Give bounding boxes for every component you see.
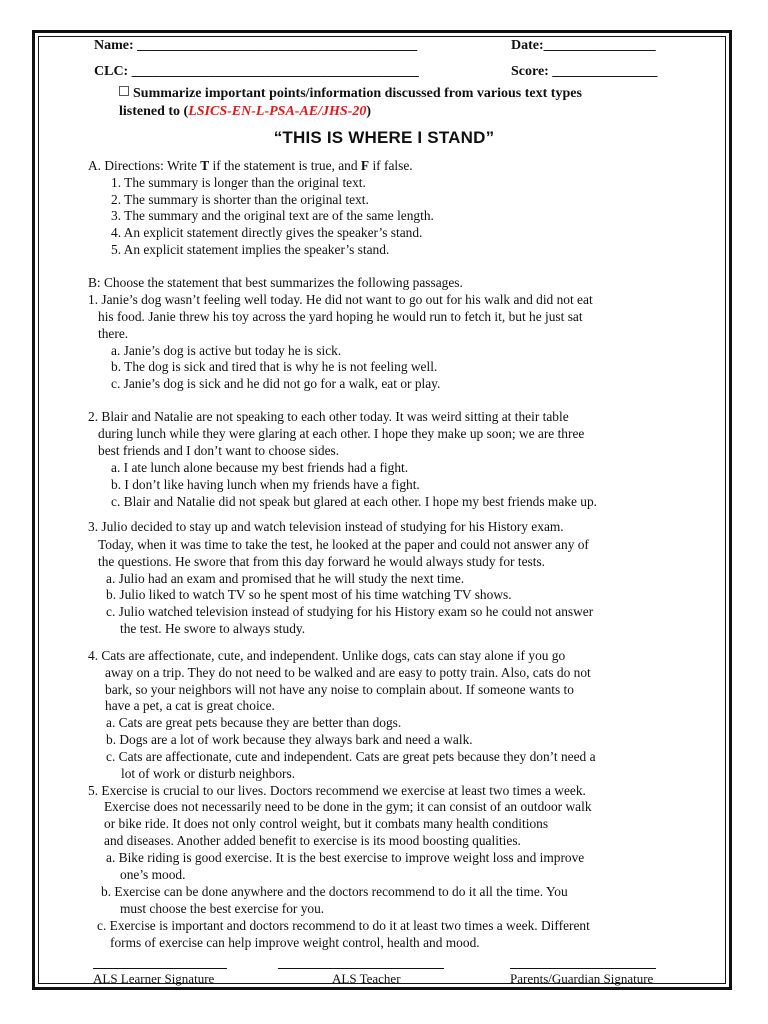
name-blank[interactable]: ________________________________________ <box>137 38 418 53</box>
clc-label: CLC: <box>94 64 132 79</box>
answer-option-continued: must choose the best exercise for you. <box>120 901 325 916</box>
objective-line-1 <box>119 86 582 102</box>
question-text: Today, when it was time to take the test, he looked at the paper and could not answer any of <box>98 537 589 552</box>
answer-option-continued: one’s mood. <box>120 867 186 882</box>
answer-option[interactable]: b. Exercise can be done anywhere and the doctors recommend to do it all the time. You <box>101 884 568 899</box>
answer-option-continued: forms of exercise can help improve weight control, health and mood. <box>110 935 480 950</box>
question-text: away on a trip. They do not need to be walked and are easy to potty train. Also, cats do not <box>105 665 591 680</box>
question-text: 1. Janie’s dog wasn’t feeling well today. He did not want to go out for his walk and did not eat <box>88 292 593 307</box>
learner-signature-line[interactable] <box>93 968 227 969</box>
question-text: there. <box>98 326 129 341</box>
objective-text: Summarize important points/information discussed from various text types <box>133 86 582 101</box>
question-text: or bike ride. It does not only control weight, but it combats many health conditions <box>104 816 549 831</box>
question-text: and diseases. Another added benefit to exercise is its mood boosting qualities. <box>104 833 521 848</box>
name-label: Name: <box>94 38 138 53</box>
question-text: 2. Blair and Natalie are not speaking to each other today. It was weird sitting at their table <box>88 409 569 424</box>
date-field[interactable] <box>511 38 656 54</box>
question-text: have a pet, a cat is great choice. <box>105 698 275 713</box>
answer-option-continued: lot of work or disturb neighbors. <box>121 766 296 781</box>
answer-option[interactable]: c. Blair and Natalie did not speak but glared at each other. I hope my best friends make up. <box>111 494 597 509</box>
parent-signature-line[interactable] <box>510 968 656 969</box>
answer-option[interactable]: b. The dog is sick and tired that is why he is not feeling well. <box>111 359 438 374</box>
answer-option[interactable]: c. Julio watched television instead of studying for his History exam so he could not answer <box>106 604 594 619</box>
answer-option[interactable]: a. Julio had an exam and promised that he will study the next time. <box>106 571 465 586</box>
question-text: 4. Cats are affectionate, cute, and independent. Unlike dogs, cats can stay alone if you go <box>88 648 566 663</box>
clc-field[interactable] <box>94 64 419 80</box>
question-text: the questions. He swore that from this day forward he would always study for tests. <box>98 554 546 569</box>
answer-option[interactable]: a. Janie’s dog is active but today he is sick. <box>111 343 342 358</box>
part-a-item: 1. The summary is longer than the original text. <box>111 175 366 190</box>
worksheet-title: “THIS IS WHERE I STAND” <box>273 128 495 147</box>
answer-option[interactable]: b. I don’t like having lunch when my friends have a fight. <box>111 477 420 492</box>
question-text: his food. Janie threw his toy across the yard hoping he would run to fetch it, but he just sat <box>98 309 583 324</box>
checkbox-icon <box>119 86 129 96</box>
parent-signature-label: Parents/Guardian Signature <box>510 971 654 986</box>
answer-option[interactable]: c. Janie’s dog is sick and he did not go for a walk, eat or play. <box>111 376 441 391</box>
question-text: best friends and I don’t want to choose sides. <box>98 443 340 458</box>
question-text: 3. Julio decided to stay up and watch television instead of studying for his History exam. <box>88 519 564 534</box>
answer-option-continued: the test. He swore to always study. <box>120 621 306 636</box>
question-text: during lunch while they were glaring at each other. I hope they make up soon; we are three <box>98 426 585 441</box>
answer-option[interactable]: a. Cats are great pets because they are better than dogs. <box>106 715 402 730</box>
answer-option[interactable]: c. Cats are affectionate, cute and independent. Cats are great pets because they don’t need a <box>106 749 596 764</box>
part-a-directions: A. Directions: Write T if the statement is true, and F if false. <box>88 158 413 173</box>
competency-code: LSICS-EN-L-PSA-AE/JHS-20 <box>188 104 367 119</box>
teacher-signature-line[interactable] <box>278 968 444 969</box>
name-field[interactable] <box>94 38 417 54</box>
date-label: Date: <box>511 38 544 53</box>
question-text: bark, so your neighbors will not have any noise to complain about. If someone wants to <box>105 682 574 697</box>
part-a-item: 5. An explicit statement implies the speaker’s stand. <box>111 242 390 257</box>
part-b-directions: B: Choose the statement that best summarizes the following passages. <box>88 275 463 290</box>
score-blank[interactable]: _______________ <box>552 64 658 79</box>
objective-line-2: listened to (LSICS-EN-L-PSA-AE/JHS-20) <box>119 104 372 119</box>
part-a-item: 2. The summary is shorter than the original text. <box>111 192 369 207</box>
answer-option[interactable]: a. I ate lunch alone because my best friends had a fight. <box>111 460 409 475</box>
teacher-signature-label: ALS Teacher <box>332 971 401 986</box>
answer-option[interactable]: b. Dogs are a lot of work because they always bark and need a walk. <box>106 732 473 747</box>
learner-signature-label: ALS Learner Signature <box>93 971 215 986</box>
question-text: Exercise does not necessarily need to be done in the gym; it can consist of an outdoor walk <box>104 799 592 814</box>
question-text: 5. Exercise is crucial to our lives. Doctors recommend we exercise at least two times a week. <box>88 783 586 798</box>
answer-option[interactable]: a. Bike riding is good exercise. It is the best exercise to improve weight loss and improve <box>106 850 585 865</box>
date-blank[interactable]: ________________ <box>543 38 656 53</box>
part-a-item: 3. The summary and the original text are of the same length. <box>111 208 434 223</box>
answer-option[interactable]: c. Exercise is important and doctors recommend to do it at least two times a week. Different <box>97 918 590 933</box>
score-field[interactable] <box>511 64 657 80</box>
answer-option[interactable]: b. Julio liked to watch TV so he spent most of his time watching TV shows. <box>106 587 512 602</box>
clc-blank[interactable]: _________________________________________ <box>131 64 419 79</box>
score-label: Score: <box>511 64 553 79</box>
part-a-item: 4. An explicit statement directly gives the speaker’s stand. <box>111 225 423 240</box>
